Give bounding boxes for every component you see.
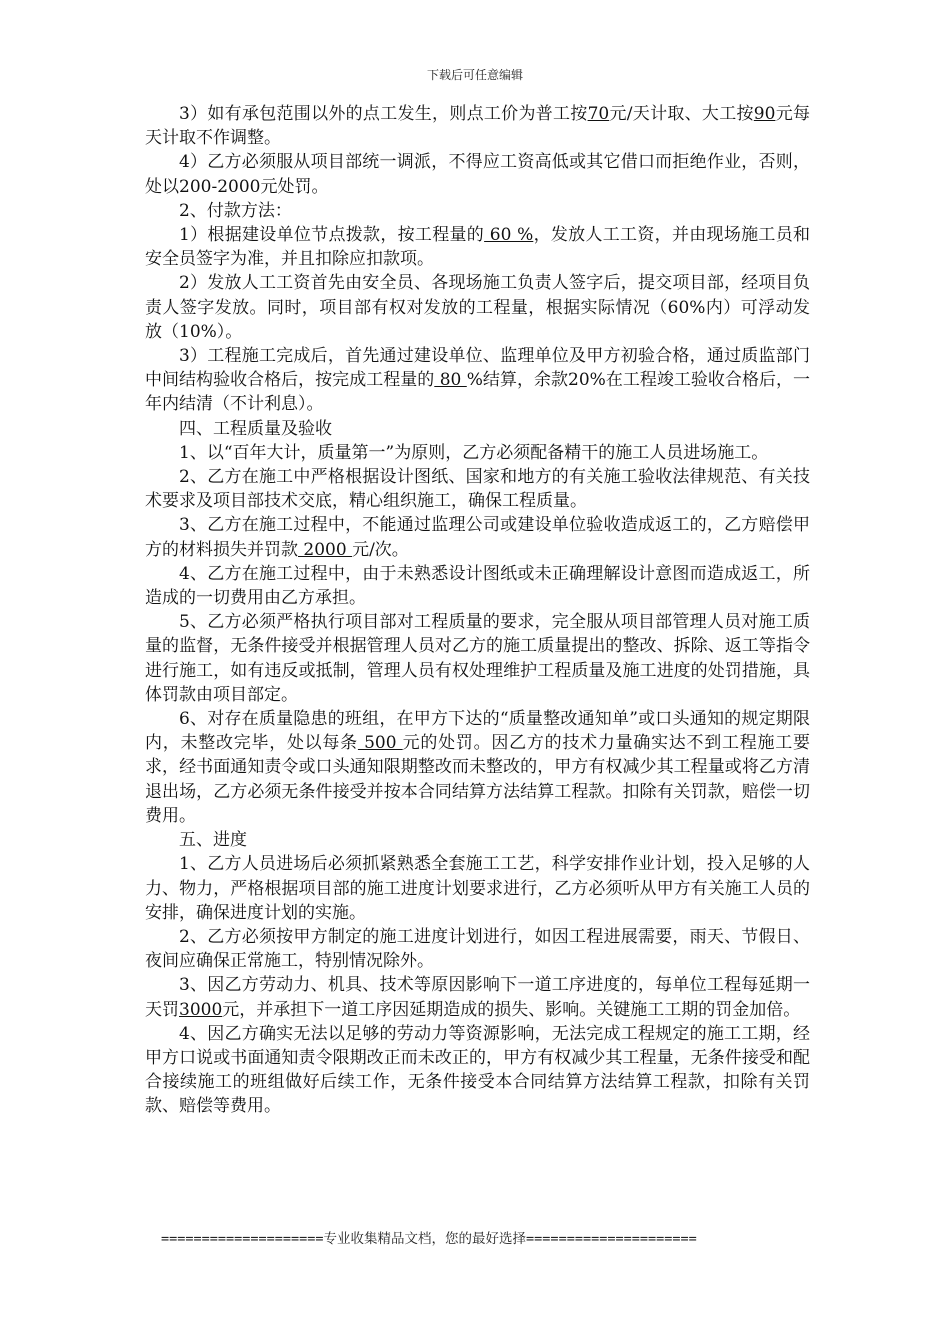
paragraph-quality-4: 4、乙方在施工过程中，由于未熟悉设计图纸或未正确理解设计意图而造成返工，所造成的一切费用由乙方承担。: [145, 563, 810, 609]
underlined-value: 70: [587, 104, 610, 124]
paragraph-quality-3: 3、乙方在施工过程中，不能通过监理公司或建设单位验收造成返工的，乙方赔偿甲方的材料损失并罚款 2000 元/次。: [145, 515, 810, 560]
paragraph-day-labor-rate: 3）如有承包范围以外的点工发生，则点工价为普工按70元/天计取、大工按90元每天计取不作调整。: [145, 104, 811, 149]
underlined-value: 3000: [179, 999, 223, 1020]
underlined-value: 90: [753, 104, 776, 124]
paragraph-schedule-2: 2、乙方必须按甲方制定的施工进度计划进行，如因工程进展需要，雨天、节假日、夜间应确保正常施工，特别情况除外。: [145, 926, 810, 972]
underlined-value: 2000: [298, 539, 353, 560]
underlined-value: 60 %: [484, 225, 534, 246]
document-body: [145, 102, 810, 1119]
paragraph-schedule-1: 1、乙方人员进场后必须抓紧熟悉全套施工工艺，科学安排作业计划，投入足够的人力、物力，严格根据项目部的施工进度计划要求进行，乙方必须听从甲方有关施工人员的安排，确保进度计划的实施。: [145, 854, 810, 923]
paragraph-payment-2: 2）发放人工工资首先由安全员、各现场施工负责人签字后，提交项目部，经项目负责人签字发放。同时，项目部有权对发放的工程量，根据实际情况（60%内）可浮动发放（10%）。: [145, 273, 810, 342]
section-heading-quality: 四、工程质量及验收: [179, 418, 332, 439]
paragraph-quality-2: 2、乙方在施工中严格根据设计图纸、国家和地方的有关施工验收法律规范、有关技术要求及项目部技术交底，精心组织施工，确保工程质量。: [145, 467, 810, 512]
underlined-value: 80: [434, 370, 467, 391]
paragraph-schedule-4: 4、因乙方确实无法以足够的劳动力等资源影响，无法完成工程规定的施工工期，经甲方口说或书面通知责令限期改正而未改正的，甲方有权减少其工程量，无条件接受和配合接续施工的班组做好后续工作，无条件接受本合同结算方法结算工程款，扣除有关罚款、赔偿等费用。: [145, 1023, 810, 1117]
paragraph-payment-3: 3）工程施工完成后，首先通过建设单位、监理单位及甲方初验合格，通过质监部门中间结构验收合格后，按完成工程量的 80 %结算，余款20%在工程竣工验收合格后，一年内结清（不计利息）。: [145, 346, 810, 415]
footer-text: ====================专业收集精品文档，您的最好选择=====================: [161, 1231, 697, 1247]
paragraph-quality-1: 1、以“百年大计，质量第一”为原则，乙方必须配备精干的施工人员进场施工。: [179, 442, 769, 463]
paragraph-quality-6: 6、对存在质量隐患的班组，在甲方下达的“质量整改通知单”或口头通知的规定期限内，未整改完毕，处以每条 500 元的处罚。因乙方的技术力量确实达不到工程施工要求，经书面通知责令或口头通知限期整改而未整改的，甲方有权减少其工程量或将乙方清退出场，乙方必须无条件接受并按本合同结算方法结算工程款。扣除有关罚款，赔偿一切费用。: [145, 709, 811, 826]
paragraph-schedule-3: 3、因乙方劳动力、机具、技术等原因影响下一道工序进度的，每单位工程每延期一天罚3000元，并承担下一道工序因延期造成的损失、影响。关键施工工期的罚金加倍。: [145, 975, 810, 1020]
section-heading-schedule: 五、进度: [179, 830, 247, 851]
underlined-value: 500: [357, 733, 403, 754]
section-heading-payment: 2、付款方法：: [179, 200, 292, 221]
page-footer: [145, 1228, 810, 1250]
paragraph-quality-5: 5、乙方必须严格执行项目部对工程质量的要求，完全服从项目部管理人员对施工质量的监督，无条件接受并根据管理人员对乙方的施工质量提出的整改、拆除、返工等指令进行施工，如有违反或抵制，管理人员有权处理维护工程质量及施工进度的处罚措施，具体罚款由项目部定。: [145, 612, 810, 705]
page-header: 下载后可任意编辑: [426, 68, 523, 82]
paragraph-dispatch-obey: 4）乙方必须服从项目部统一调派，不得应工资高低或其它借口而拒绝作业，否则，处以200-2000元处罚。: [145, 152, 810, 197]
paragraph-payment-1: 1）根据建设单位节点拨款，按工程量的 60 %，发放人工工资，并由现场施工员和安全员签字为准，并且扣除应扣款项。: [145, 225, 810, 270]
